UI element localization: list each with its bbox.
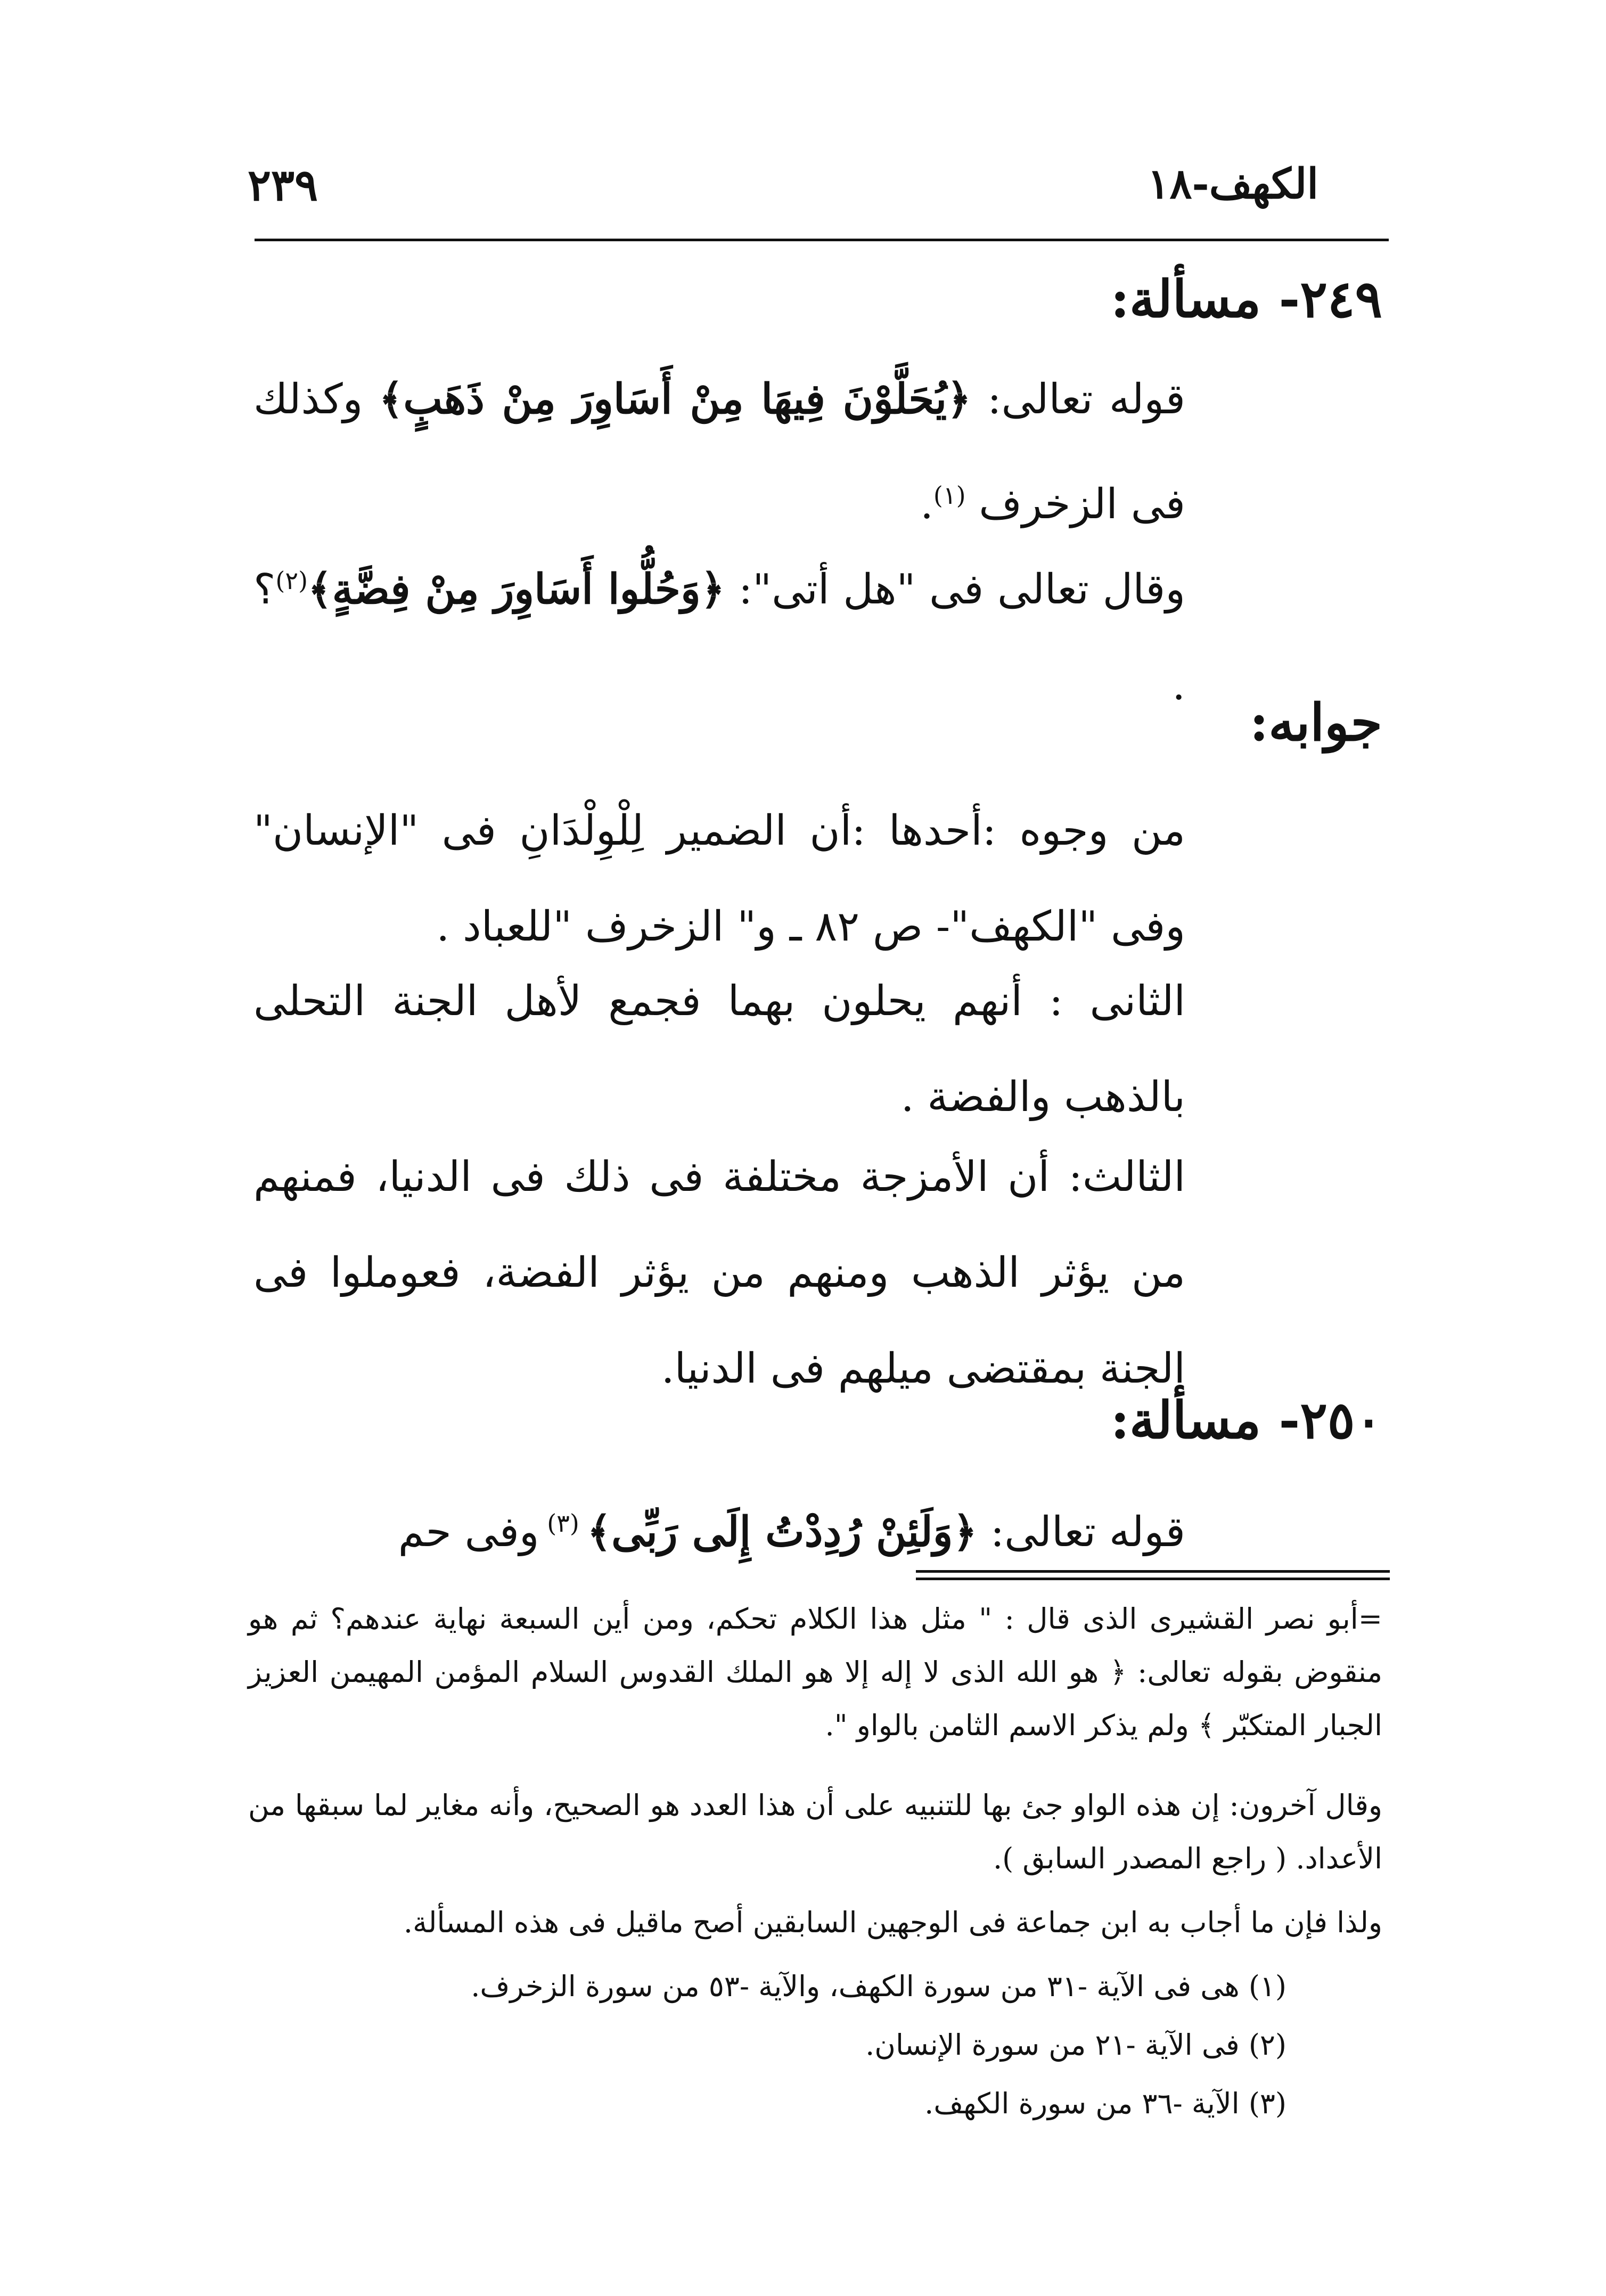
answer-heading: جوابه: <box>1249 692 1382 753</box>
quran-quote: ﴿وَلَئِنْ رُدِدْتُ إِلَى رَبِّى﴾ <box>587 1508 978 1556</box>
text-end: ؟ . <box>253 566 1185 709</box>
answer-paragraph-1: من وجوه :أحدها :أن الضمير لِلْوِلْدَانِ فى "الإنسان" وفى "الكهف"- ص ٨٢ ـ و" الزخرف "للعباد . <box>253 807 1185 951</box>
text-tail: وكذلك فى الزخرف <box>253 375 1185 528</box>
quran-quote: ﴿يُحَلَّوْنَ فِيهَا مِنْ أَسَاوِرَ مِنْ ذَهَبٍ﴾ <box>379 375 971 423</box>
footnote-rule <box>916 1578 1390 1580</box>
header-rule <box>255 239 1389 241</box>
footnote-continuation-3: ولذا فإن ما أجاب به ابن جماعة فى الوجهين السابقين أصح ماقيل فى هذه المسألة. <box>403 1906 1382 1939</box>
section-heading-249: ٢٤٩- مسألة: <box>1110 269 1382 329</box>
footnote-continuation: =أبو نصر القشيرى الذى قال : " مثل هذا الكلام تحكم، ومن أين السبعة نهاية عندهم؟ ثم هو منقوض بقوله تعالى: ﴿ هو الله الذى لا إله إلا هو الملك القدوس السلام المؤمن المهيمن العزيز الجبار المتكبّر ﴾ ولم يذكر الاسم الثامن بالواو ". <box>248 1602 1382 1742</box>
footnote-1: (١) هى فى الآية -٣١ من سورة الكهف، والآية -٥٣ من سورة الزخرف. <box>471 1970 1287 2003</box>
text-lead: قوله تعالى: <box>971 375 1186 423</box>
footnote-3: (٣) الآية -٣٦ من سورة الكهف. <box>924 2087 1287 2120</box>
text-lead: وقال تعالى فى "هل أتى": <box>725 566 1185 614</box>
answer-paragraph-2: الثانى : أنهم يحلون بهما فجمع لأهل الجنة التحلى بالذهب والفضة . <box>253 977 1185 1121</box>
running-header-title: الكهف-١٨ <box>1147 160 1318 208</box>
page-number: ٢٣٩ <box>248 160 318 211</box>
text-tail: وفى حم <box>398 1508 539 1556</box>
question-250-paragraph-1 <box>253 1475 1185 1580</box>
footnote-2: (٢) فى الآية -٢١ من سورة الإنسان. <box>865 2028 1287 2062</box>
section-heading-250: ٢٥٠- مسألة: <box>1110 1390 1382 1450</box>
footnote-continuation-2: وقال آخرون: إن هذه الواو جئ بها للتنبيه على أن هذا العدد هو الصحيح، وأنه مغاير لما سبقها من الأعداد. ( راجع المصدر السابق ). <box>248 1788 1382 1875</box>
question-249-paragraph-1 <box>253 352 1185 552</box>
text-lead: قوله تعالى: <box>977 1508 1185 1556</box>
footnote-ref: (٣) <box>539 1509 587 1538</box>
quran-quote: ﴿وَحُلُّوا أَسَاوِرَ مِنْ فِضَّةٍ﴾ <box>308 565 725 614</box>
answer-paragraph-3: الثالث: أن الأمزجة مختلفة فى ذلك فى الدنيا، فمنهم من يؤثر الذهب ومنهم من يؤثر الفضة، فعوملوا فى الجنة بمقتضى ميلهم فى الدنيا. <box>253 1153 1185 1393</box>
footnote-rule <box>916 1570 1390 1573</box>
question-249-paragraph-2 <box>253 533 1185 733</box>
footnote-ref: (١) <box>933 481 966 510</box>
footnote-ref: (٢) <box>275 566 308 595</box>
text-end: . <box>920 480 933 528</box>
